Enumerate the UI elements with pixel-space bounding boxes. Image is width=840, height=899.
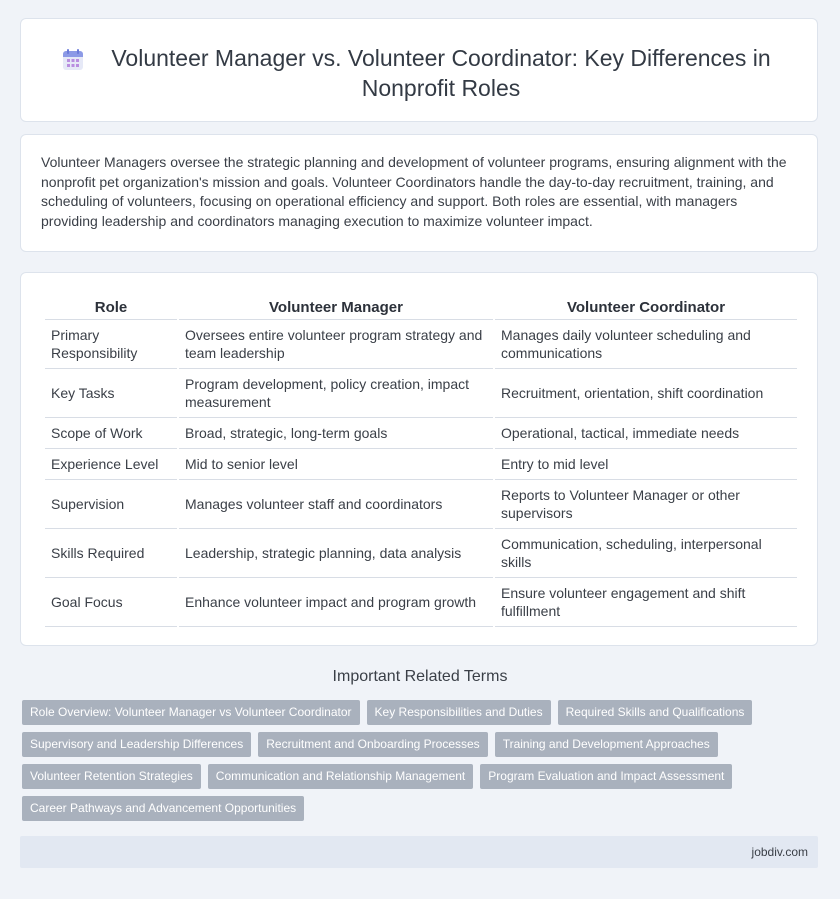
calendar-icon bbox=[61, 48, 85, 72]
title-wrap bbox=[21, 19, 817, 103]
table-row bbox=[45, 529, 797, 578]
related-terms-title: Important Related Terms bbox=[332, 668, 508, 685]
tag-row bbox=[22, 764, 802, 789]
table-row bbox=[45, 369, 797, 418]
related-terms-tags bbox=[22, 700, 802, 828]
table-row bbox=[45, 578, 797, 627]
table-header-row bbox=[45, 295, 797, 320]
coordinator-cell: Communication, scheduling, interpersonal skills bbox=[495, 529, 797, 578]
row-label: Goal Focus bbox=[45, 578, 177, 627]
column-header-manager: Volunteer Manager bbox=[179, 295, 493, 320]
coordinator-cell: Ensure volunteer engagement and shift fulfillment bbox=[495, 578, 797, 627]
row-label: Primary Responsibility bbox=[45, 320, 177, 369]
comparison-table bbox=[43, 295, 799, 627]
coordinator-cell: Manages daily volunteer scheduling and communications bbox=[495, 320, 797, 369]
related-term-tag[interactable]: Supervisory and Leadership Differences bbox=[22, 732, 251, 757]
tag-row bbox=[22, 700, 802, 725]
manager-cell: Broad, strategic, long-term goals bbox=[179, 418, 493, 449]
coordinator-cell: Entry to mid level bbox=[495, 449, 797, 480]
related-term-tag[interactable]: Key Responsibilities and Duties bbox=[367, 700, 551, 725]
page-title: Volunteer Manager vs. Volunteer Coordinator: Key Differences in Nonprofit Roles bbox=[111, 45, 771, 101]
related-term-tag[interactable]: Career Pathways and Advancement Opportunities bbox=[22, 796, 304, 821]
table-row bbox=[45, 449, 797, 480]
header-card bbox=[20, 18, 818, 122]
related-term-tag[interactable]: Required Skills and Qualifications bbox=[558, 700, 753, 725]
related-term-tag[interactable]: Training and Development Approaches bbox=[495, 732, 718, 757]
row-label: Experience Level bbox=[45, 449, 177, 480]
table-row bbox=[45, 480, 797, 529]
column-header-role: Role bbox=[45, 295, 177, 320]
related-term-tag[interactable]: Volunteer Retention Strategies bbox=[22, 764, 201, 789]
manager-cell: Program development, policy creation, impact measurement bbox=[179, 369, 493, 418]
intro-paragraph: Volunteer Managers oversee the strategic planning and development of volunteer programs, ensuring alignment with the nonprofit pet organization's mission and goals. Volunteer Coordinators handle the day-to-day recruitment, training, and scheduling of volunteers, focusing on operational efficiency and support. Both roles are essential, with managers providing leadership and coordinators managing execution to maximize volunteer impact. bbox=[41, 154, 787, 229]
manager-cell: Manages volunteer staff and coordinators bbox=[179, 480, 493, 529]
related-term-tag[interactable]: Role Overview: Volunteer Manager vs Volunteer Coordinator bbox=[22, 700, 360, 725]
row-label: Supervision bbox=[45, 480, 177, 529]
tag-row bbox=[22, 732, 802, 757]
related-term-tag[interactable]: Program Evaluation and Impact Assessment bbox=[480, 764, 732, 789]
row-label: Key Tasks bbox=[45, 369, 177, 418]
footer-bar bbox=[20, 836, 818, 868]
column-header-coordinator: Volunteer Coordinator bbox=[495, 295, 797, 320]
related-term-tag[interactable]: Recruitment and Onboarding Processes bbox=[258, 732, 487, 757]
comparison-card bbox=[20, 272, 818, 646]
related-term-tag[interactable]: Communication and Relationship Management bbox=[208, 764, 473, 789]
tag-row bbox=[22, 796, 802, 821]
coordinator-cell: Recruitment, orientation, shift coordination bbox=[495, 369, 797, 418]
manager-cell: Enhance volunteer impact and program growth bbox=[179, 578, 493, 627]
manager-cell: Leadership, strategic planning, data analysis bbox=[179, 529, 493, 578]
manager-cell: Oversees entire volunteer program strategy and team leadership bbox=[179, 320, 493, 369]
row-label: Skills Required bbox=[45, 529, 177, 578]
footer-site-link[interactable]: jobdiv.com bbox=[751, 845, 808, 859]
row-label: Scope of Work bbox=[45, 418, 177, 449]
intro-card bbox=[20, 134, 818, 252]
coordinator-cell: Reports to Volunteer Manager or other supervisors bbox=[495, 480, 797, 529]
manager-cell: Mid to senior level bbox=[179, 449, 493, 480]
coordinator-cell: Operational, tactical, immediate needs bbox=[495, 418, 797, 449]
table-row bbox=[45, 320, 797, 369]
table-row bbox=[45, 418, 797, 449]
